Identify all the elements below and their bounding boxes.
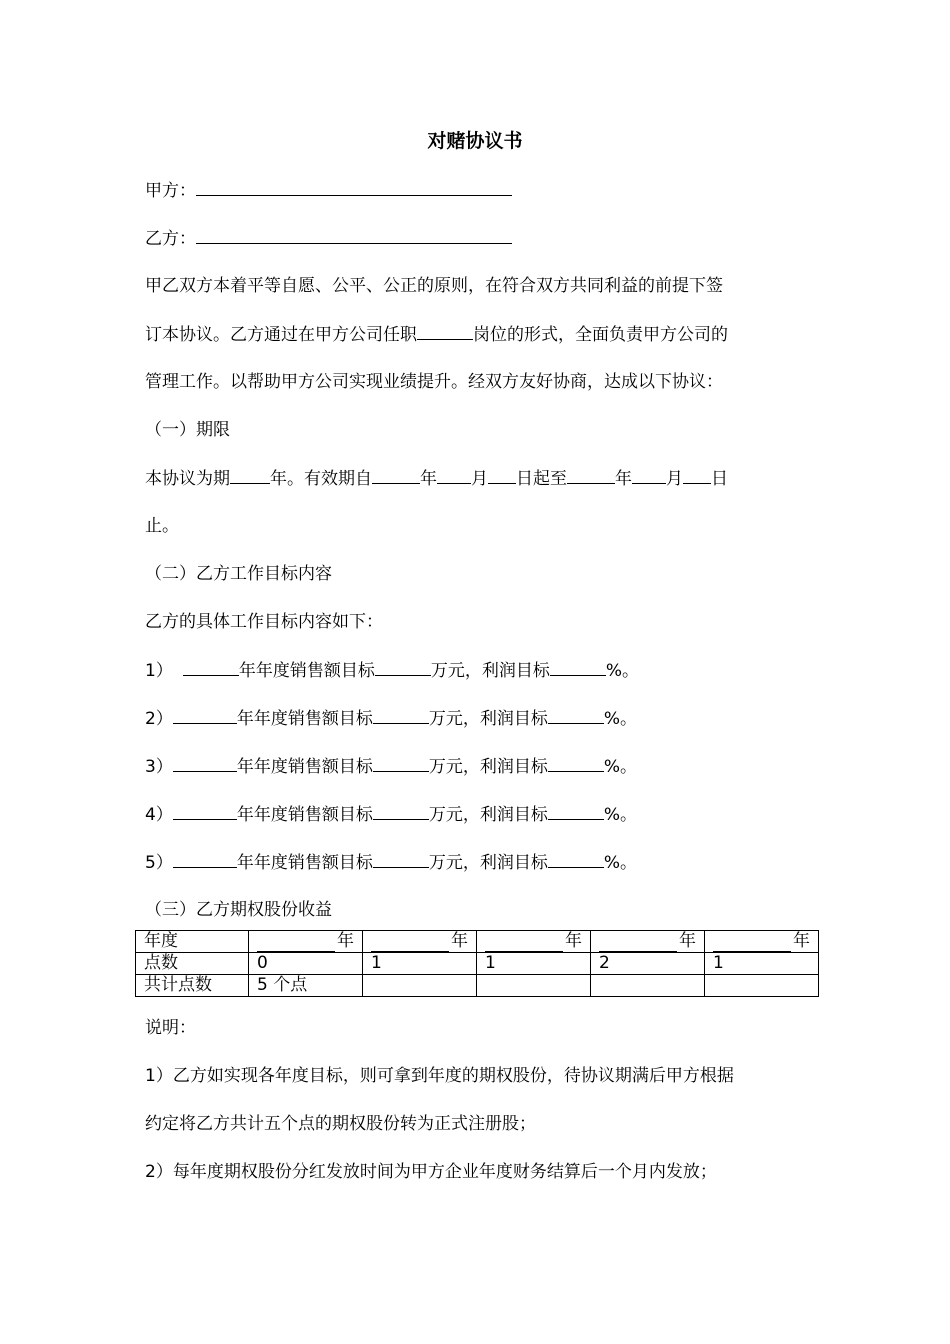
profit-target-blank[interactable] — [548, 850, 604, 868]
intro-text: 订本协议。乙方通过在甲方公司任职 — [145, 325, 417, 345]
term-text: 年 — [615, 469, 632, 489]
party-b-label: 乙方： — [145, 229, 196, 249]
target-text: 年年度销售额目标 — [238, 661, 375, 681]
target-text: 万元，利润目标 — [428, 709, 548, 729]
party-b-blank[interactable] — [196, 226, 512, 244]
start-year-blank[interactable] — [372, 466, 420, 484]
target-text: %。 — [603, 709, 637, 729]
empty-cell — [591, 975, 705, 997]
end-day-blank[interactable] — [683, 466, 711, 484]
year-cell[interactable] — [477, 931, 591, 953]
points-cell: 1 — [363, 953, 477, 975]
term-line-end: 止。 — [145, 516, 179, 536]
target-number: 5） — [145, 853, 173, 873]
target-text: %。 — [603, 853, 637, 873]
target-number: 2） — [145, 709, 173, 729]
target-text: %。 — [603, 757, 637, 777]
target-text: 万元，利润目标 — [428, 757, 548, 777]
table-row-points — [136, 953, 819, 975]
year-blank[interactable] — [599, 936, 677, 952]
target-number: 3） — [145, 757, 173, 777]
target-text: 万元，利润目标 — [428, 805, 548, 825]
start-day-blank[interactable] — [488, 466, 516, 484]
section3-heading: （三）乙方期权股份收益 — [145, 900, 332, 920]
target-year-blank[interactable] — [183, 658, 239, 676]
target-number: 1） — [145, 661, 173, 681]
empty-cell — [705, 975, 819, 997]
points-cell: 2 — [591, 953, 705, 975]
target-text: %。 — [603, 805, 637, 825]
sales-target-blank[interactable] — [373, 850, 429, 868]
party-a-blank[interactable] — [196, 178, 512, 196]
intro-line-2 — [145, 322, 728, 347]
target-item — [145, 754, 637, 779]
intro-line-1: 甲乙双方本着平等自愿、公平、公正的原则，在符合双方共同利益的前提下签 — [145, 276, 723, 296]
target-year-blank[interactable] — [173, 850, 237, 868]
points-cell: 0 — [249, 953, 363, 975]
year-suffix: 年 — [565, 931, 582, 951]
section2-intro: 乙方的具体工作目标内容如下： — [145, 612, 383, 632]
points-cell: 1 — [477, 953, 591, 975]
points-cell: 1 — [705, 953, 819, 975]
year-cell[interactable] — [591, 931, 705, 953]
note-1-line-1: 1）乙方如实现各年度目标，则可拿到年度的期权股份，待协议期满后甲方根据 — [145, 1066, 734, 1086]
target-text: 年年度销售额目标 — [236, 757, 373, 777]
year-cell[interactable] — [705, 931, 819, 953]
target-text: 万元，利润目标 — [428, 853, 548, 873]
party-b-line — [145, 226, 512, 251]
intro-line-3: 管理工作。以帮助甲方公司实现业绩提升。经双方友好协商，达成以下协议： — [145, 372, 723, 392]
year-header: 年度 — [136, 931, 249, 953]
empty-cell — [477, 975, 591, 997]
party-a-label: 甲方： — [145, 181, 196, 201]
profit-target-blank[interactable] — [548, 802, 604, 820]
year-suffix: 年 — [451, 931, 468, 951]
equity-table — [135, 930, 819, 997]
party-a-line — [145, 178, 512, 203]
target-year-blank[interactable] — [173, 754, 237, 772]
year-cell[interactable] — [249, 931, 363, 953]
term-line — [145, 466, 728, 491]
sales-target-blank[interactable] — [373, 706, 429, 724]
table-row-total — [136, 975, 819, 997]
sales-target-blank[interactable] — [373, 802, 429, 820]
note-2: 2）每年度期权股份分红发放时间为甲方企业年度财务结算后一个月内发放； — [145, 1162, 717, 1182]
total-cell: 5 个点 — [249, 975, 363, 997]
target-number: 4） — [145, 805, 173, 825]
year-blank[interactable] — [257, 936, 335, 952]
section2-heading: （二）乙方工作目标内容 — [145, 564, 332, 584]
term-text: 月 — [471, 469, 488, 489]
term-text: 年。有效期自 — [270, 469, 372, 489]
position-blank[interactable] — [417, 322, 473, 340]
total-header: 共计点数 — [136, 975, 249, 997]
section1-heading: （一）期限 — [145, 420, 230, 440]
target-text: 年年度销售额目标 — [236, 709, 373, 729]
year-suffix: 年 — [337, 931, 354, 951]
target-text: 万元，利润目标 — [430, 661, 550, 681]
year-suffix: 年 — [679, 931, 696, 951]
target-item — [145, 658, 639, 683]
table-row-year — [136, 931, 819, 953]
end-year-blank[interactable] — [567, 466, 615, 484]
empty-cell — [363, 975, 477, 997]
term-years-blank[interactable] — [230, 466, 270, 484]
note-1-line-2: 约定将乙方共计五个点的期权股份转为正式注册股； — [145, 1114, 536, 1134]
profit-target-blank[interactable] — [550, 658, 606, 676]
notes-heading: 说明： — [145, 1018, 196, 1038]
target-text: %。 — [605, 661, 639, 681]
term-text: 本协议为期 — [145, 469, 230, 489]
year-cell[interactable] — [363, 931, 477, 953]
profit-target-blank[interactable] — [548, 706, 604, 724]
target-text: 年年度销售额目标 — [236, 805, 373, 825]
year-blank[interactable] — [371, 936, 449, 952]
term-text: 日起至 — [516, 469, 567, 489]
target-item — [145, 802, 637, 827]
points-header: 点数 — [136, 953, 249, 975]
term-text: 月 — [666, 469, 683, 489]
target-item — [145, 850, 637, 875]
document-title: 对赌协议书 — [427, 130, 523, 152]
year-blank[interactable] — [485, 936, 563, 952]
start-month-blank[interactable] — [437, 466, 471, 484]
target-item — [145, 706, 637, 731]
sales-target-blank[interactable] — [375, 658, 431, 676]
target-text: 年年度销售额目标 — [236, 853, 373, 873]
year-blank[interactable] — [713, 936, 791, 952]
intro-text: 岗位的形式，全面负责甲方公司的 — [473, 325, 728, 345]
target-year-blank[interactable] — [173, 706, 237, 724]
end-month-blank[interactable] — [632, 466, 666, 484]
target-year-blank[interactable] — [173, 802, 237, 820]
profit-target-blank[interactable] — [548, 754, 604, 772]
term-text: 年 — [420, 469, 437, 489]
year-suffix: 年 — [793, 931, 810, 951]
sales-target-blank[interactable] — [373, 754, 429, 772]
term-text: 日 — [711, 469, 728, 489]
